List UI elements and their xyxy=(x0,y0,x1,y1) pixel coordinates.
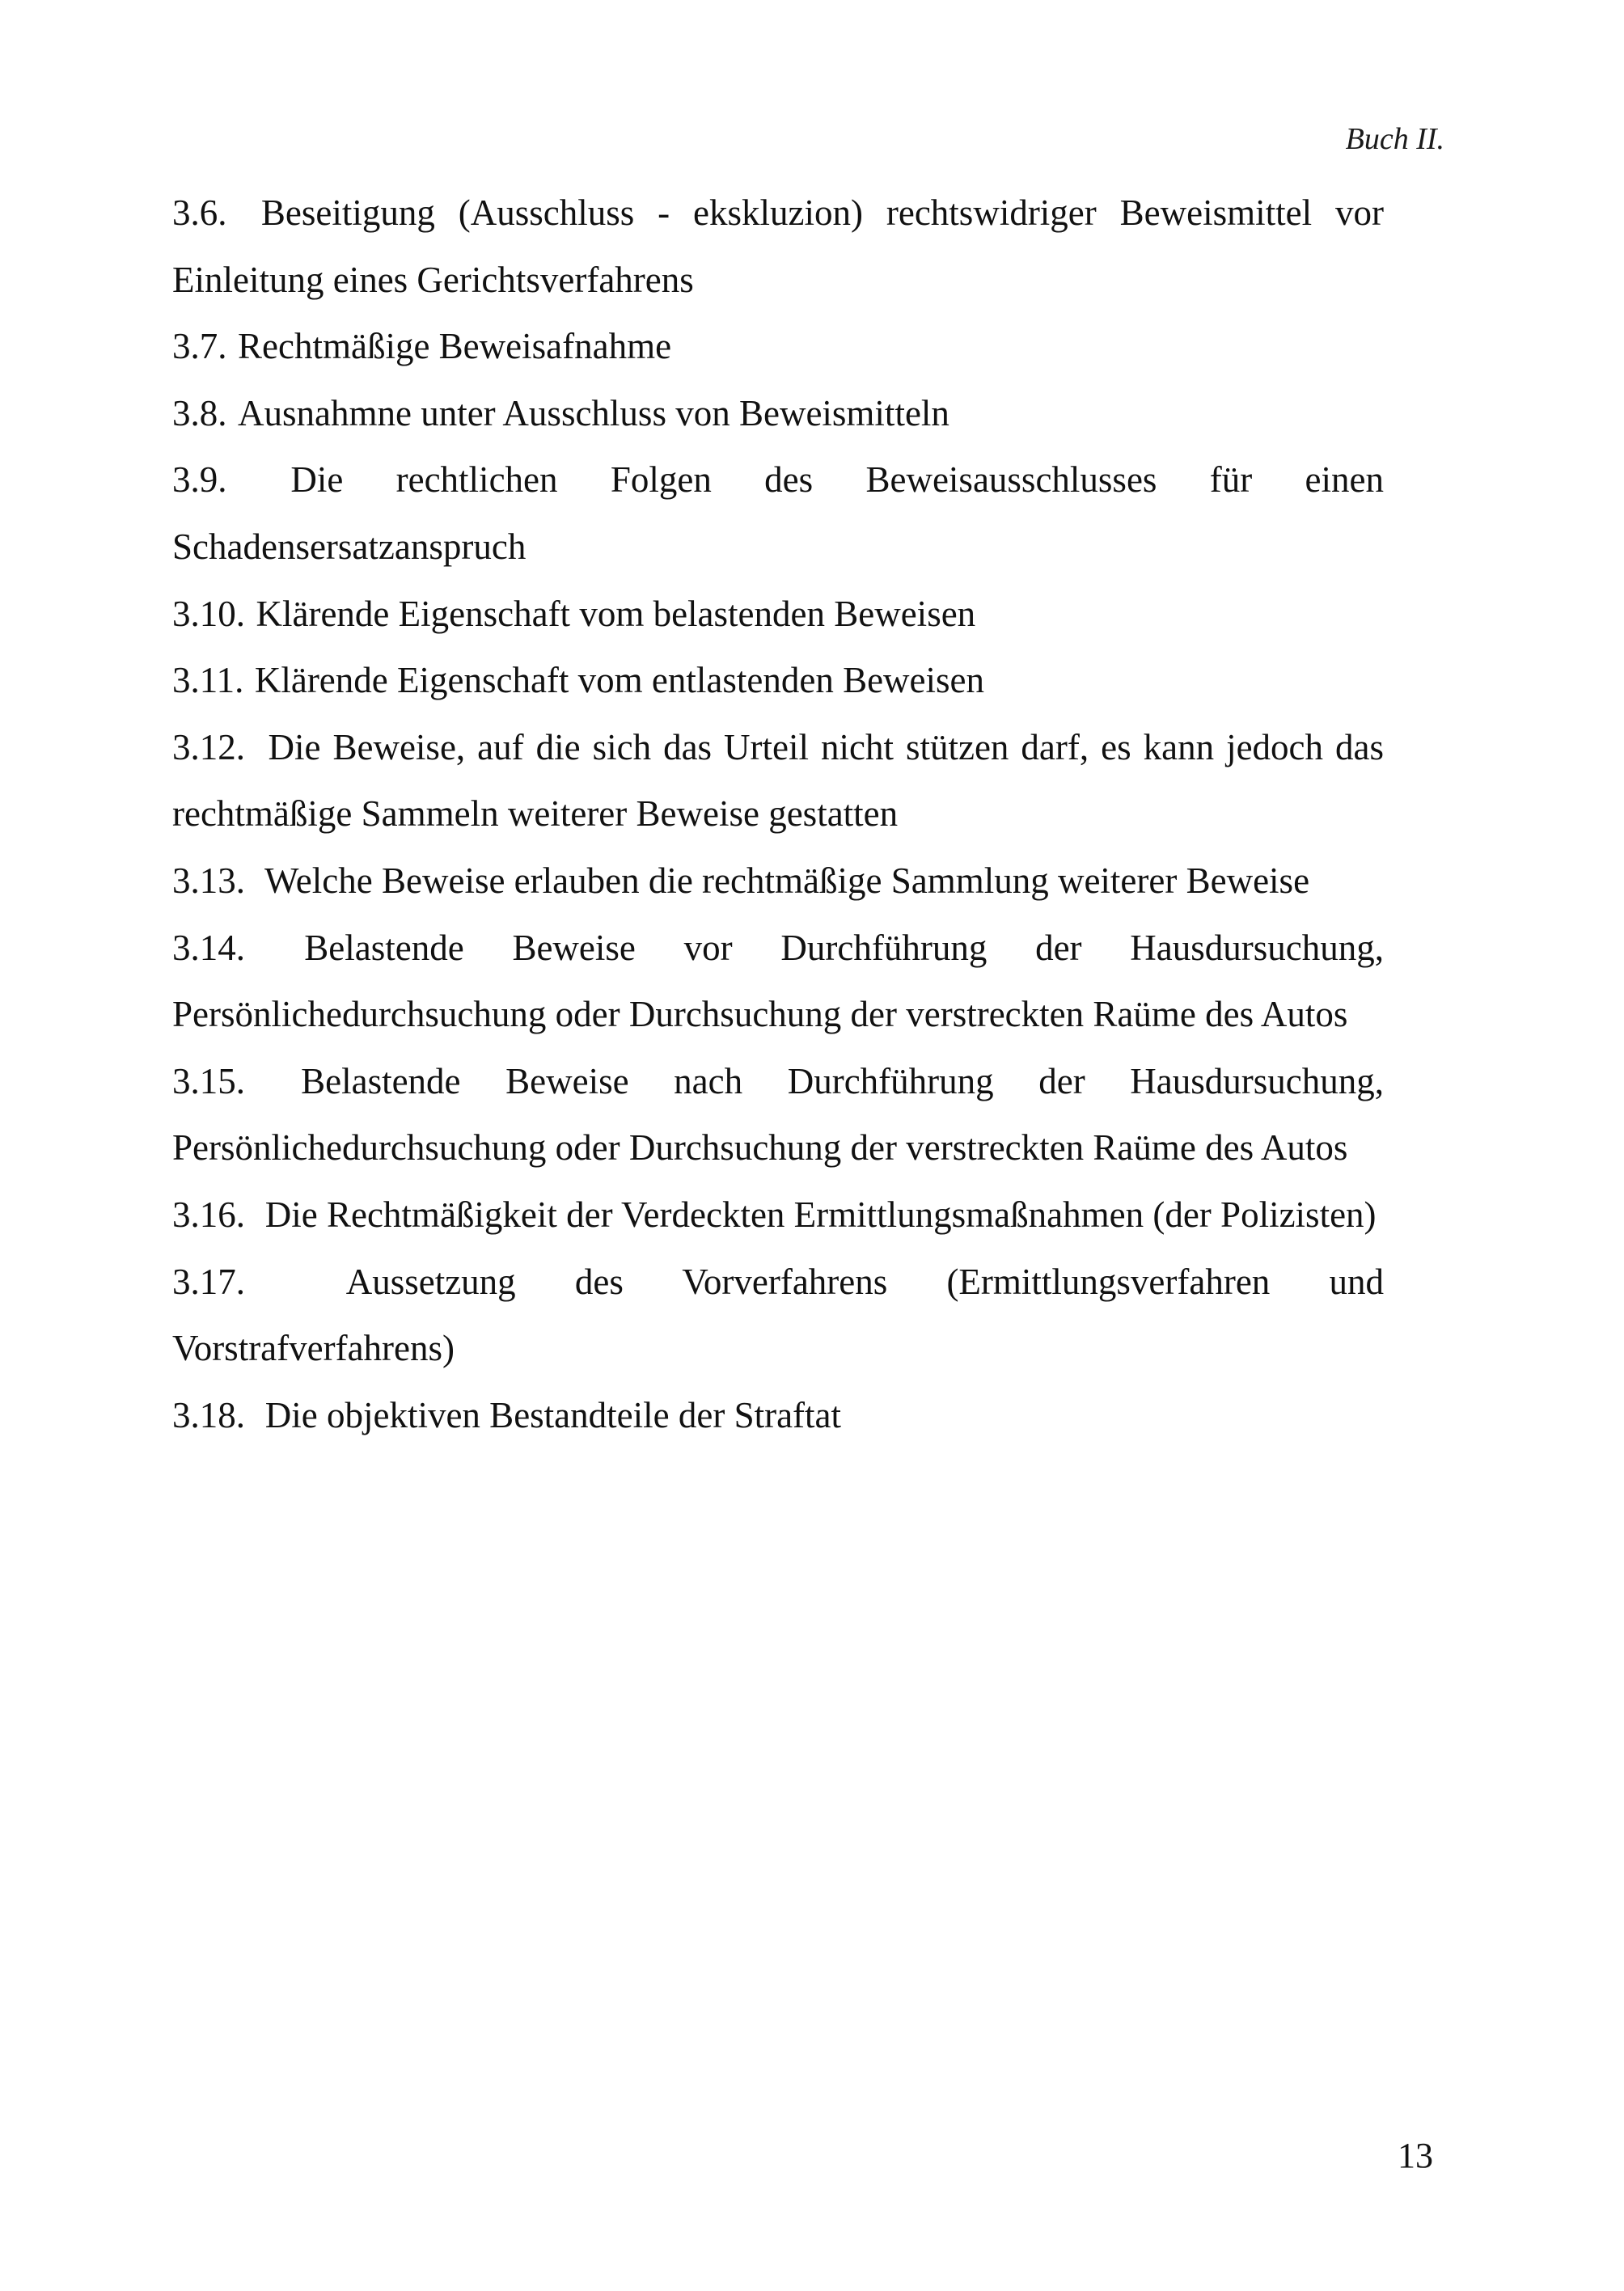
toc-entry-number: 3.9. xyxy=(172,459,227,501)
toc-entry xyxy=(172,848,1384,915)
toc-entry-number: 3.11. xyxy=(172,660,244,701)
table-of-contents xyxy=(172,180,1384,1448)
toc-entry xyxy=(172,1181,1384,1249)
toc-entry-number: 3.12. xyxy=(172,726,245,767)
toc-entry-title: Belastende Beweise vor Durchführung der Hausdursuchung, Persönlichedurchsuchung oder Durchsuchung der verstreckten Raüme des Autos xyxy=(172,927,1384,1035)
toc-entry xyxy=(172,1249,1384,1382)
toc-entry xyxy=(172,581,1384,648)
toc-entry-number: 3.7. xyxy=(172,326,227,367)
toc-entry-title: Belastende Beweise nach Durchführung der Hausdursuchung, Persönlichedurchsuchung oder Durchsuchung der verstreckten Raüme des Autos xyxy=(172,1060,1385,1169)
toc-entry-title: Die objektiven Bestandteile der Straftat xyxy=(264,1394,842,1435)
toc-entry-number: 3.10. xyxy=(172,593,245,634)
toc-entry-title: Welche Beweise erlauben die rechtmäßige Sammlung weiterer Beweise xyxy=(264,860,1310,901)
toc-entry xyxy=(172,313,1384,380)
toc-entry xyxy=(172,1382,1384,1449)
toc-entry xyxy=(172,380,1384,447)
toc-entry xyxy=(172,915,1384,1048)
toc-entry-number: 3.16. xyxy=(172,1194,245,1235)
toc-entry-title: Aussetzung des Vorverfahrens (Ermittlungsverfahren und Vorstrafverfahrens) xyxy=(172,1261,1384,1369)
toc-entry-title: Die rechtlichen Folgen des Beweisausschlusses für einen Schadensersatzanspruch xyxy=(172,459,1384,567)
toc-entry-number: 3.6. xyxy=(172,192,227,233)
toc-entry xyxy=(172,1048,1384,1181)
toc-entry-title: Ausnahmne unter Ausschluss von Beweismitteln xyxy=(238,392,949,433)
toc-entry xyxy=(172,714,1384,848)
toc-entry xyxy=(172,647,1384,714)
toc-entry-number: 3.13. xyxy=(172,860,245,901)
toc-entry-title: Klärende Eigenschaft vom entlastenden Beweisen xyxy=(254,660,985,701)
toc-entry xyxy=(172,446,1384,580)
toc-entry-number: 3.17. xyxy=(172,1261,245,1302)
toc-entry-title: Beseitigung (Ausschluss - ekskluzion) rechtswidriger Beweismittel vor Einleitung eines Gerichtsverfahrens xyxy=(172,192,1384,300)
toc-entry-number: 3.14. xyxy=(172,927,245,968)
toc-entry-title: Die Beweise, auf die sich das Urteil nicht stützen darf, es kann jedoch das rechtmäßige Sammeln weiterer Beweise gestatten xyxy=(172,726,1384,835)
toc-entry-title: Rechtmäßige Beweisafnahme xyxy=(238,326,672,367)
toc-entry xyxy=(172,180,1384,313)
toc-entry-number: 3.8. xyxy=(172,392,227,433)
running-header: Buch II. xyxy=(1345,122,1444,156)
page-number: 13 xyxy=(1398,2136,1433,2175)
toc-entry-number: 3.18. xyxy=(172,1394,245,1435)
toc-entry-number: 3.15. xyxy=(172,1060,245,1101)
toc-entry-title: Die Rechtmäßigkeit der Verdeckten Ermittlungsmaßnahmen (der Polizisten) xyxy=(264,1194,1377,1235)
toc-entry-title: Klärende Eigenschaft vom belastenden Beweisen xyxy=(256,593,976,634)
